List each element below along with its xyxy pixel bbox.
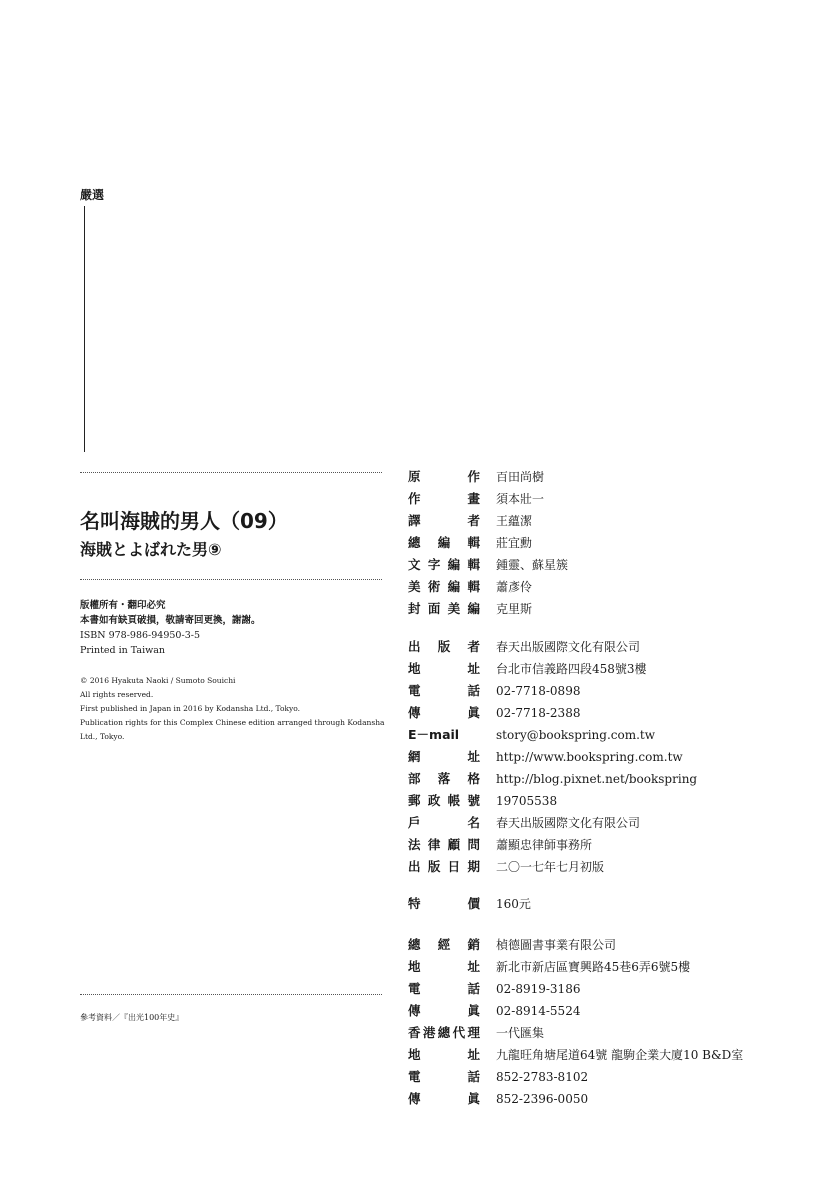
credit-value: 春天出版國際文化有限公司	[496, 640, 641, 654]
credit-value: 02-7718-2388	[496, 706, 581, 720]
copyright-line: First published in Japan in 2016 by Kodansha Ltd., Tokyo.	[80, 704, 301, 713]
credit-label: 戶名	[408, 815, 480, 830]
credit-row	[408, 812, 808, 834]
credit-value: 一代匯集	[496, 1026, 545, 1040]
credit-value: 王蘊潔	[496, 514, 533, 528]
credit-value: 852-2396-0050	[496, 1092, 589, 1106]
credit-value: 蕭彥伶	[496, 580, 533, 594]
credit-value: 852-2783-8102	[496, 1070, 589, 1084]
credit-row	[408, 510, 808, 532]
dotted-divider-bottom	[80, 994, 382, 995]
credit-value: 02-8919-3186	[496, 982, 581, 996]
credit-label: 出版日期	[408, 859, 480, 874]
credit-row	[408, 746, 808, 768]
credit-label: 譯者	[408, 513, 480, 528]
credit-label: 特價	[408, 896, 480, 911]
credit-value: 19705538	[496, 794, 558, 808]
credit-label: 郵政帳號	[408, 793, 480, 808]
book-title: 名叫海賊的男人（09）	[80, 509, 288, 533]
credit-label: E－mail	[408, 727, 460, 742]
credit-row	[408, 956, 808, 978]
credit-row	[408, 1000, 808, 1022]
credit-value: http://blog.pixnet.net/bookspring	[496, 772, 698, 786]
credit-value: 九龍旺角塘尾道64號 龍駒企業大廈10 B&D室	[496, 1048, 744, 1062]
credit-label: 電話	[408, 1069, 480, 1084]
credit-value: 克里斯	[496, 602, 533, 616]
credit-value: 楨德圖書事業有限公司	[496, 938, 617, 952]
printed-in-text: Printed in Taiwan	[80, 645, 166, 656]
credit-value: 百田尚樹	[496, 470, 545, 484]
credit-label: 部落格	[408, 771, 480, 786]
book-title-japanese: 海賊とよばれた男⑨	[80, 540, 222, 559]
copyright-block	[80, 674, 385, 744]
credit-row	[408, 576, 808, 598]
credit-value: 02-8914-5524	[496, 1004, 581, 1018]
credit-row	[408, 636, 808, 658]
credit-label: 法律顧問	[408, 837, 480, 852]
copyright-line: All rights reserved.	[80, 690, 154, 699]
credit-label: 網址	[408, 749, 480, 764]
credit-label: 電話	[408, 683, 480, 698]
credit-value: 二〇一七年七月初版	[496, 860, 605, 874]
credit-row	[408, 1044, 808, 1066]
credit-row	[408, 598, 808, 620]
credit-value: 春天出版國際文化有限公司	[496, 816, 641, 830]
credit-value: 160元	[496, 897, 531, 911]
credit-value: 台北市信義路四段458號3樓	[496, 662, 647, 676]
credit-label: 文字編輯	[408, 557, 480, 572]
copyright-line: Ltd., Tokyo.	[80, 732, 125, 741]
dotted-divider-middle	[80, 579, 382, 580]
credit-row	[408, 702, 808, 724]
credit-row	[408, 724, 808, 746]
credit-label: 作畫	[408, 491, 480, 506]
credit-row	[408, 978, 808, 1000]
credit-row	[408, 680, 808, 702]
credit-label: 地址	[408, 959, 480, 974]
credit-label: 出版者	[408, 639, 480, 654]
credits-distribution	[408, 934, 808, 1110]
credit-row	[408, 532, 808, 554]
credit-label: 地址	[408, 1047, 480, 1062]
isbn-text: ISBN 978-986-94950-3-5	[80, 630, 200, 641]
credit-label: 電話	[408, 981, 480, 996]
credit-row	[408, 934, 808, 956]
credit-value: 02-7718-0898	[496, 684, 581, 698]
credit-row	[408, 1066, 808, 1088]
credit-label: 香港總代理	[408, 1025, 480, 1040]
return-policy-text: 本書如有缺頁破損，敬請寄回更換，謝謝。	[80, 615, 261, 626]
credit-value: 須本壯一	[496, 492, 545, 506]
credit-row	[408, 790, 808, 812]
copyright-line: Publication rights for this Complex Chinese edition arranged through Kodansha	[80, 718, 385, 727]
credit-label: 美術編輯	[408, 579, 480, 594]
credit-value: story@bookspring.com.tw	[496, 728, 655, 742]
rights-notes	[80, 598, 380, 658]
credit-row	[408, 893, 808, 915]
credits-staff	[408, 466, 808, 620]
credit-label: 傳眞	[408, 1003, 480, 1018]
credits-price	[408, 893, 808, 915]
credit-value: 鍾靈、蘇星簇	[496, 558, 569, 572]
credit-row	[408, 834, 808, 856]
credit-row	[408, 466, 808, 488]
credit-label: 原作	[408, 469, 480, 484]
credit-row	[408, 1022, 808, 1044]
credit-value: 莊宜勳	[496, 536, 533, 550]
credits-publisher	[408, 636, 808, 878]
series-label: 嚴選	[80, 188, 105, 202]
dotted-divider-top	[80, 472, 382, 473]
credit-value: 蕭顯忠律師事務所	[496, 838, 593, 852]
credit-label: 總經銷	[408, 937, 480, 952]
credit-row	[408, 488, 808, 510]
credit-value: http://www.bookspring.com.tw	[496, 750, 683, 764]
copyright-line: © 2016 Hyakuta Naoki / Sumoto Souichi	[80, 676, 236, 685]
credit-label: 地址	[408, 661, 480, 676]
credit-label: 傳眞	[408, 705, 480, 720]
credit-label: 傳眞	[408, 1091, 480, 1106]
credit-value: 新北市新店區寶興路45巷6弄6號5樓	[496, 960, 691, 974]
vertical-rule	[84, 206, 85, 452]
credit-label: 封面美編	[408, 601, 480, 616]
credit-row	[408, 768, 808, 790]
credit-label: 總編輯	[408, 535, 480, 550]
credit-row	[408, 554, 808, 576]
rights-reserved-text: 版權所有・翻印必究	[80, 600, 166, 611]
reference-note: 參考資料／『出光100年史』	[80, 1013, 184, 1022]
credit-row	[408, 856, 808, 878]
credit-row	[408, 658, 808, 680]
credit-row	[408, 1088, 808, 1110]
